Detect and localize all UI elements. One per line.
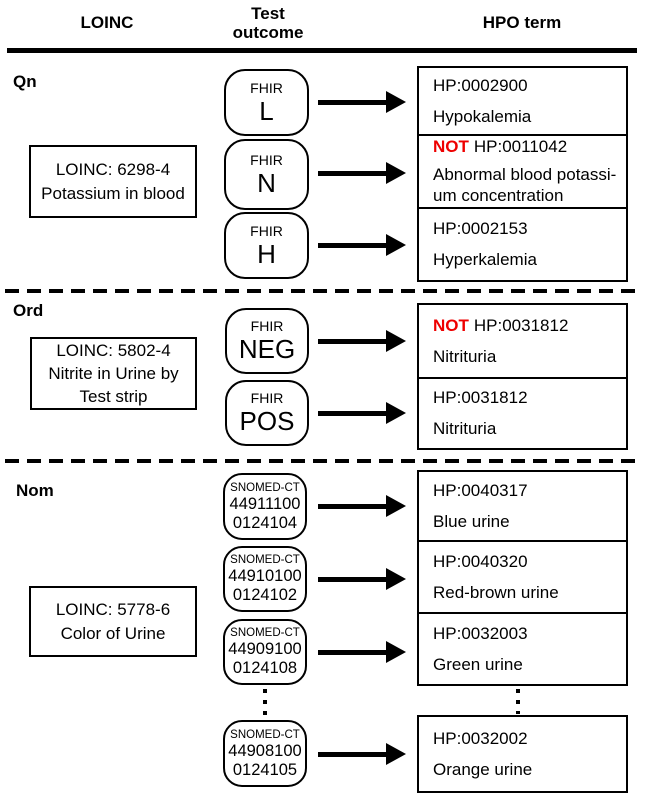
hpo-label: Hypokalemia bbox=[433, 106, 532, 126]
hpo-term-box-redbrown-urine bbox=[417, 540, 628, 614]
hpo-code: HP:0031812 bbox=[433, 388, 528, 407]
column-header-test-outcome: Test outcome bbox=[232, 4, 304, 42]
outcome-badge-fhir-n: FHIR N bbox=[224, 139, 309, 210]
hpo-code: HP:0032002 bbox=[433, 728, 528, 748]
hpo-code: HP:0002153 bbox=[433, 219, 528, 238]
arrow-icon bbox=[318, 162, 406, 184]
outcome-badge-fhir-pos: FHIR POS bbox=[225, 380, 309, 446]
ellipsis-connector bbox=[263, 689, 267, 716]
hpo-label: Orange urine bbox=[433, 759, 533, 779]
not-prefix: NOT bbox=[433, 315, 469, 335]
hpo-label: Blue urine bbox=[433, 511, 510, 531]
section-divider-dashed bbox=[5, 459, 641, 463]
hpo-term-box-hyperkalemia bbox=[417, 207, 628, 282]
header-divider-line bbox=[7, 48, 637, 53]
loinc-box-nom: LOINC: 5778-6 Color of Urine bbox=[29, 586, 197, 657]
outcome-badge-snomed-blue: SNOMED-CT 44911100 0124104 bbox=[223, 473, 307, 540]
arrow-icon bbox=[318, 495, 406, 517]
column-header-hpo-term: HPO term bbox=[482, 13, 562, 32]
outcome-badge-fhir-h: FHIR H bbox=[224, 212, 309, 279]
hpo-term-box-orange-urine bbox=[417, 715, 628, 793]
hpo-label: Nitrituria bbox=[433, 346, 497, 366]
hpo-code: HP:0040317 bbox=[433, 480, 528, 500]
not-prefix: NOT bbox=[433, 137, 469, 156]
ellipsis-connector bbox=[516, 689, 520, 714]
section-divider-dashed bbox=[5, 289, 641, 293]
hpo-code: HP:0011042 bbox=[473, 137, 568, 156]
hpo-code: HP:0031812 bbox=[473, 315, 569, 335]
hpo-label: Abnormal blood potassi- bbox=[433, 165, 617, 184]
hpo-term-box-hypokalemia bbox=[417, 66, 628, 136]
arrow-icon bbox=[318, 91, 406, 113]
outcome-badge-snomed-orange: SNOMED-CT 44908100 0124105 bbox=[223, 720, 307, 787]
arrow-icon bbox=[318, 568, 406, 590]
hpo-label: Green urine bbox=[433, 654, 523, 674]
hpo-label: Nitrituria bbox=[433, 419, 497, 438]
hpo-term-box-abnormal-potassium: NOT HP:0011042 Abnormal blood potassi- um concentration bbox=[417, 134, 628, 209]
hpo-code: HP:0002900 bbox=[433, 75, 528, 95]
arrow-icon bbox=[318, 234, 406, 256]
hpo-code: HP:0032003 bbox=[433, 623, 528, 643]
hpo-term-box-nitrituria bbox=[417, 377, 628, 450]
hpo-term-box-green-urine bbox=[417, 612, 628, 686]
hpo-code: HP:0040320 bbox=[433, 551, 528, 571]
arrow-icon bbox=[318, 330, 406, 352]
outcome-badge-snomed-redbrown: SNOMED-CT 44910100 0124102 bbox=[223, 546, 307, 612]
hpo-term-box-not-nitrituria bbox=[417, 303, 628, 379]
arrow-icon bbox=[318, 641, 406, 663]
arrow-icon bbox=[318, 402, 406, 424]
section-label-qn: Qn bbox=[13, 72, 37, 91]
arrow-icon bbox=[318, 743, 406, 765]
section-label-ord: Ord bbox=[13, 301, 44, 320]
outcome-badge-fhir-l: FHIR L bbox=[224, 69, 309, 136]
column-header-loinc: LOINC bbox=[80, 13, 134, 32]
outcome-badge-fhir-neg: FHIR NEG bbox=[225, 308, 309, 374]
outcome-badge-snomed-green: SNOMED-CT 44909100 0124108 bbox=[223, 619, 307, 685]
loinc-box-ord: LOINC: 5802-4 Nitrite in Urine by Test strip bbox=[30, 337, 197, 410]
loinc-box-qn: LOINC: 6298-4 Potassium in blood bbox=[29, 145, 197, 218]
section-label-nom: Nom bbox=[16, 481, 54, 500]
hpo-term-box-blue-urine bbox=[417, 470, 628, 542]
hpo-label: Hyperkalemia bbox=[433, 250, 537, 269]
hpo-label: Red-brown urine bbox=[433, 582, 559, 602]
